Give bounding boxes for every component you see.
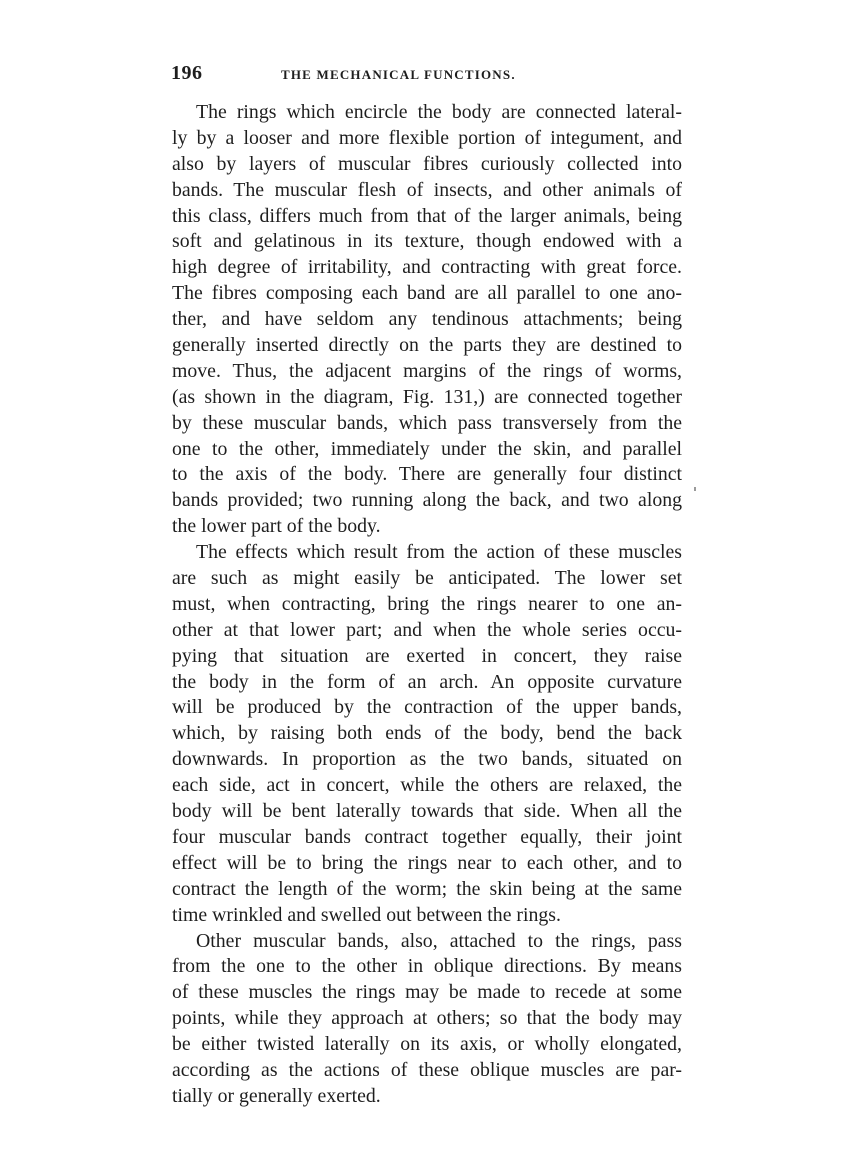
text-line: contract the length of the worm; the skin being at the same: [172, 877, 682, 900]
text-line: also by layers of muscular fibres curiously collected into: [172, 152, 682, 175]
text-line: tially or generally exerted.: [172, 1084, 381, 1107]
paragraph-2: [172, 540, 682, 928]
text-line: pying that situation are exerted in concert, they raise: [172, 644, 682, 667]
text-line: will be produced by the contraction of the upper bands,: [172, 696, 682, 719]
text-line: of these muscles the rings may be made to recede at some: [172, 981, 682, 1004]
print-speck: [694, 487, 696, 491]
text-line: ly by a looser and more flexible portion of integument, and: [172, 126, 682, 149]
running-head: [171, 62, 681, 92]
text-line: other at that lower part; and when the whole series occu-: [172, 618, 682, 641]
text-line: downwards. In proportion as the two bands, situated on: [172, 748, 682, 771]
text-line: time wrinkled and swelled out between the rings.: [172, 903, 561, 926]
text-line: be either twisted laterally on its axis, or wholly elongated,: [172, 1033, 682, 1056]
text-line: which, by raising both ends of the body, bend the back: [172, 722, 682, 745]
text-line: move. Thus, the adjacent margins of the rings of worms,: [172, 359, 682, 382]
text-line: points, while they approach at others; so that the body may: [172, 1007, 682, 1030]
text-line: body will be bent laterally towards that side. When all the: [172, 800, 682, 823]
text-line: soft and gelatinous in its texture, though endowed with a: [172, 230, 682, 253]
text-line: bands provided; two running along the back, and two along: [172, 489, 682, 512]
text-line: Other muscular bands, also, attached to the rings, pass: [196, 929, 682, 952]
text-line: bands. The muscular flesh of insects, and other animals of: [172, 178, 682, 201]
text-line: one to the other, immediately under the skin, and parallel: [172, 437, 682, 460]
text-line: The rings which encircle the body are connected lateral-: [196, 101, 682, 123]
text-line: must, when contracting, bring the rings nearer to one an-: [172, 592, 682, 615]
text-line: generally inserted directly on the parts they are destined to: [172, 334, 682, 357]
text-line: to the axis of the body. There are generally four distinct: [172, 463, 682, 486]
text-line: high degree of irritability, and contracting with great force.: [172, 256, 682, 279]
text-line: are such as might easily be anticipated. The lower set: [172, 567, 682, 590]
paragraph-1: [172, 100, 682, 540]
text-line: The fibres composing each band are all parallel to one ano-: [172, 282, 682, 305]
page-number: 196: [171, 62, 203, 84]
text-line: ther, and have seldom any tendinous attachments; being: [172, 308, 682, 331]
text-line: effect will be to bring the rings near to each other, and to: [172, 851, 682, 874]
text-line: this class, differs much from that of the larger animals, being: [172, 204, 682, 227]
text-line: by these muscular bands, which pass transversely from the: [172, 411, 682, 434]
text-line: The effects which result from the action of these muscles: [196, 541, 682, 564]
paragraph-3: [172, 929, 682, 1110]
text-line: the lower part of the body.: [172, 515, 381, 538]
text-line: four muscular bands contract together equally, their joint: [172, 825, 682, 848]
text-line: from the one to the other in oblique directions. By means: [172, 955, 682, 978]
text-line: (as shown in the diagram, Fig. 131,) are connected together: [172, 385, 682, 408]
body-text: [172, 100, 682, 1110]
text-line: each side, act in concert, while the others are relaxed, the: [172, 774, 682, 797]
text-line: according as the actions of these oblique muscles are par-: [172, 1058, 682, 1081]
running-title: THE MECHANICAL FUNCTIONS.: [281, 67, 516, 82]
text-line: the body in the form of an arch. An opposite curvature: [172, 670, 682, 693]
